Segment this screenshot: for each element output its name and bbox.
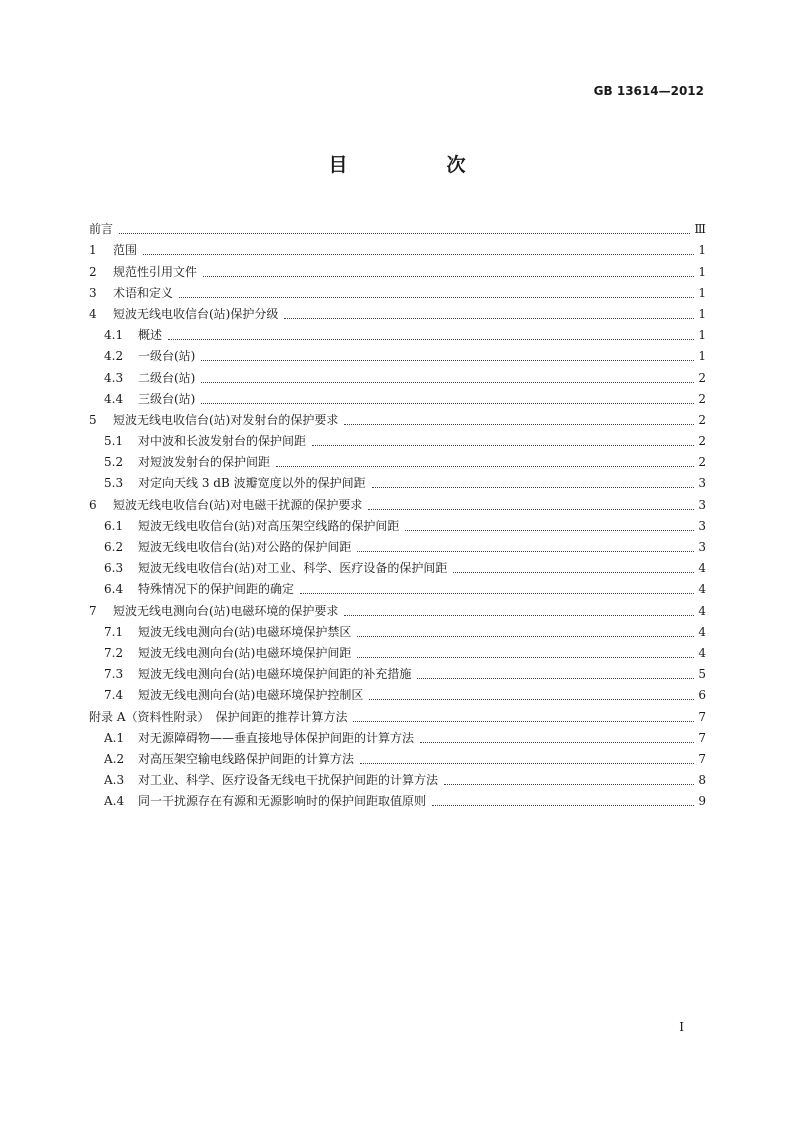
toc-entry-page: 4 xyxy=(698,582,706,597)
toc-entry-page: 2 xyxy=(698,455,706,470)
toc-entry-number: 7.3 xyxy=(104,667,124,682)
toc-entry-number: A.3 xyxy=(104,773,125,788)
toc-entry-number: A.2 xyxy=(104,751,125,766)
toc-entry-number: 4.2 xyxy=(104,349,124,364)
table-of-contents xyxy=(89,216,706,809)
toc-dot-leader xyxy=(344,615,694,616)
toc-entry-page: 3 xyxy=(698,497,706,512)
toc-entry-title: 短波无线电收信台(站)对发射台的保护要求 xyxy=(113,412,339,427)
toc-entry-number: A.1 xyxy=(104,730,125,745)
toc-entry[interactable] xyxy=(89,237,706,258)
toc-entry-number: 7.1 xyxy=(104,624,124,639)
toc-entry[interactable] xyxy=(89,258,706,279)
toc-entry[interactable] xyxy=(89,449,706,470)
toc-dot-leader xyxy=(119,233,690,234)
toc-entry[interactable] xyxy=(89,364,706,385)
toc-dot-leader xyxy=(444,784,694,785)
toc-entry-title: 短波无线电收信台(站)对电磁干扰源的保护要求 xyxy=(113,497,363,512)
toc-entry-title: 前言 xyxy=(89,222,114,237)
toc-entry-page: 2 xyxy=(698,370,706,385)
toc-dot-leader xyxy=(369,699,694,700)
toc-entry[interactable] xyxy=(89,407,706,428)
toc-entry-title: 特殊情况下的保护间距的确定 xyxy=(138,582,295,597)
toc-entry-title: 对短波发射台的保护间距 xyxy=(138,455,271,470)
page-folio: Ⅰ xyxy=(679,1020,684,1034)
toc-entry-title: 术语和定义 xyxy=(113,285,174,300)
toc-entry-page: 4 xyxy=(698,603,706,618)
toc-entry-number: 6.2 xyxy=(104,540,124,554)
toc-entry-number: 6.3 xyxy=(104,561,124,576)
toc-entry-title: 短波无线电测向台(站)电磁环境保护间距 xyxy=(138,645,352,660)
toc-entry[interactable] xyxy=(89,576,706,597)
toc-entry[interactable] xyxy=(89,386,706,407)
toc-dot-leader xyxy=(372,487,694,488)
toc-entry-number: 4.1 xyxy=(104,328,124,343)
toc-dot-leader xyxy=(420,742,694,743)
toc-entry[interactable] xyxy=(89,746,706,767)
toc-entry[interactable] xyxy=(89,428,706,449)
toc-entry-page: 9 xyxy=(698,794,706,809)
toc-dot-leader xyxy=(368,509,694,510)
toc-entry[interactable] xyxy=(89,661,706,682)
toc-entry-number: 7.2 xyxy=(104,645,124,660)
toc-dot-leader xyxy=(203,276,694,277)
toc-entry-page: 7 xyxy=(698,709,706,724)
toc-entry[interactable] xyxy=(89,703,706,724)
toc-entry-number: 5 xyxy=(89,412,97,427)
toc-dot-leader xyxy=(432,805,694,806)
toc-entry-page: 2 xyxy=(698,391,706,406)
toc-entry[interactable] xyxy=(89,216,706,237)
toc-entry[interactable] xyxy=(89,555,706,576)
toc-entry[interactable] xyxy=(89,534,706,555)
toc-entry[interactable] xyxy=(89,725,706,746)
toc-entry[interactable] xyxy=(89,767,706,788)
toc-entry-number: 6.1 xyxy=(104,518,124,533)
toc-dot-leader xyxy=(417,678,694,679)
toc-entry-page: 3 xyxy=(698,476,706,491)
toc-entry-page: 8 xyxy=(698,773,706,788)
toc-entry-page: 4 xyxy=(698,645,706,660)
page-title: 目 次 xyxy=(328,154,506,176)
toc-entry[interactable] xyxy=(89,470,706,491)
toc-entry-title: 同一干扰源存在有源和无源影响时的保护间距取值原则 xyxy=(138,794,427,809)
toc-entry-page: 4 xyxy=(698,561,706,576)
toc-entry-page: 7 xyxy=(698,751,706,766)
toc-entry-page: 1 xyxy=(698,243,706,258)
toc-entry[interactable] xyxy=(89,682,706,703)
toc-entry-title: 短波无线电收信台(站)对公路的保护间距 xyxy=(138,540,352,554)
toc-entry-number: 6 xyxy=(89,497,97,512)
toc-entry-title: 范围 xyxy=(113,243,138,258)
toc-entry-page: 6 xyxy=(698,688,706,703)
toc-entry-title: 规范性引用文件 xyxy=(113,264,198,279)
toc-entry-title: 短波无线电收信台(站)对工业、科学、医疗设备的保护间距 xyxy=(138,561,448,576)
toc-dot-leader xyxy=(357,636,694,637)
toc-entry-page: Ⅲ xyxy=(694,222,706,237)
toc-dot-leader xyxy=(453,572,694,573)
toc-entry[interactable] xyxy=(89,343,706,364)
toc-entry-title: 二级台(站) xyxy=(138,370,196,385)
toc-entry-title: 短波无线电测向台(站)电磁环境保护控制区 xyxy=(138,688,364,703)
toc-entry-title: 短波无线电测向台(站)电磁环境保护禁区 xyxy=(138,624,352,639)
toc-dot-leader xyxy=(360,763,694,764)
toc-entry-title: 短波无线电测向台(站)电磁环境的保护要求 xyxy=(113,603,339,618)
toc-dot-leader xyxy=(300,593,694,594)
toc-entry-page: 7 xyxy=(698,730,706,745)
toc-entry-title: 附录 A（资料性附录） 保护间距的推荐计算方法 xyxy=(89,709,348,724)
toc-entry-title: 短波无线电收信台(站)对高压架空线路的保护间距 xyxy=(138,518,400,533)
toc-dot-leader xyxy=(179,297,694,298)
toc-entry-number: 3 xyxy=(89,285,97,300)
toc-entry-page: 3 xyxy=(698,540,706,554)
toc-dot-leader xyxy=(353,721,694,722)
toc-entry-title: 对高压架空输电线路保护间距的计算方法 xyxy=(138,751,355,766)
toc-entry-number: 5.2 xyxy=(104,455,124,470)
toc-dot-leader xyxy=(284,318,694,319)
toc-entry-title: 对定向天线 3 dB 波瓣宽度以外的保护间距 xyxy=(138,476,366,491)
toc-entry-title: 对中波和长波发射台的保护间距 xyxy=(138,434,307,449)
toc-dot-leader xyxy=(201,403,694,404)
toc-entry-page: 5 xyxy=(698,667,706,682)
toc-entry[interactable] xyxy=(89,788,706,809)
toc-entry-page: 2 xyxy=(698,434,706,449)
toc-dot-leader xyxy=(312,445,694,446)
toc-entry[interactable] xyxy=(89,301,706,322)
toc-entry-number: 7.4 xyxy=(104,688,124,703)
toc-entry-number: 5.3 xyxy=(104,476,124,491)
toc-entry-number: 2 xyxy=(89,264,97,279)
toc-entry-page: 1 xyxy=(698,264,706,279)
toc-entry-number: A.4 xyxy=(104,794,125,809)
toc-entry-number: 4.3 xyxy=(104,370,124,385)
toc-entry-title: 对无源障碍物——垂直接地导体保护间距的计算方法 xyxy=(138,730,415,745)
toc-entry-page: 3 xyxy=(698,518,706,533)
toc-dot-leader xyxy=(357,551,694,552)
toc-entry[interactable] xyxy=(89,513,706,534)
toc-entry[interactable] xyxy=(89,280,706,301)
toc-entry-number: 6.4 xyxy=(104,582,124,597)
toc-entry-title: 短波无线电测向台(站)电磁环境保护间距的补充措施 xyxy=(138,667,412,682)
toc-entry[interactable] xyxy=(89,597,706,618)
toc-entry-number: 4 xyxy=(89,306,97,321)
toc-entry-number: 5.1 xyxy=(104,434,124,449)
toc-dot-leader xyxy=(201,360,694,361)
toc-entry-page: 1 xyxy=(698,328,706,343)
toc-dot-leader xyxy=(276,466,694,467)
toc-dot-leader xyxy=(344,424,694,425)
toc-entry-title: 短波无线电收信台(站)保护分级 xyxy=(113,306,279,321)
toc-dot-leader xyxy=(201,382,694,383)
toc-entry-title: 概述 xyxy=(138,328,163,343)
toc-entry-page: 1 xyxy=(698,349,706,364)
toc-dot-leader xyxy=(143,254,694,255)
toc-entry-page: 2 xyxy=(698,412,706,427)
standard-code: GB 13614—2012 xyxy=(593,84,704,98)
toc-dot-leader xyxy=(357,657,694,658)
toc-entry[interactable] xyxy=(89,640,706,661)
toc-entry-title: 对工业、科学、医疗设备无线电干扰保护间距的计算方法 xyxy=(138,773,439,788)
toc-entry[interactable] xyxy=(89,619,706,640)
toc-entry-number: 1 xyxy=(89,243,97,258)
toc-dot-leader xyxy=(405,530,694,531)
toc-entry-title: 三级台(站) xyxy=(138,391,196,406)
toc-entry-number: 4.4 xyxy=(104,391,124,406)
toc-entry[interactable] xyxy=(89,491,706,512)
toc-entry-title: 一级台(站) xyxy=(138,349,196,364)
toc-entry[interactable] xyxy=(89,322,706,343)
toc-entry-page: 4 xyxy=(698,624,706,639)
toc-entry-page: 1 xyxy=(698,285,706,300)
toc-dot-leader xyxy=(168,339,694,340)
toc-entry-page: 1 xyxy=(698,306,706,321)
toc-entry-number: 7 xyxy=(89,603,97,618)
